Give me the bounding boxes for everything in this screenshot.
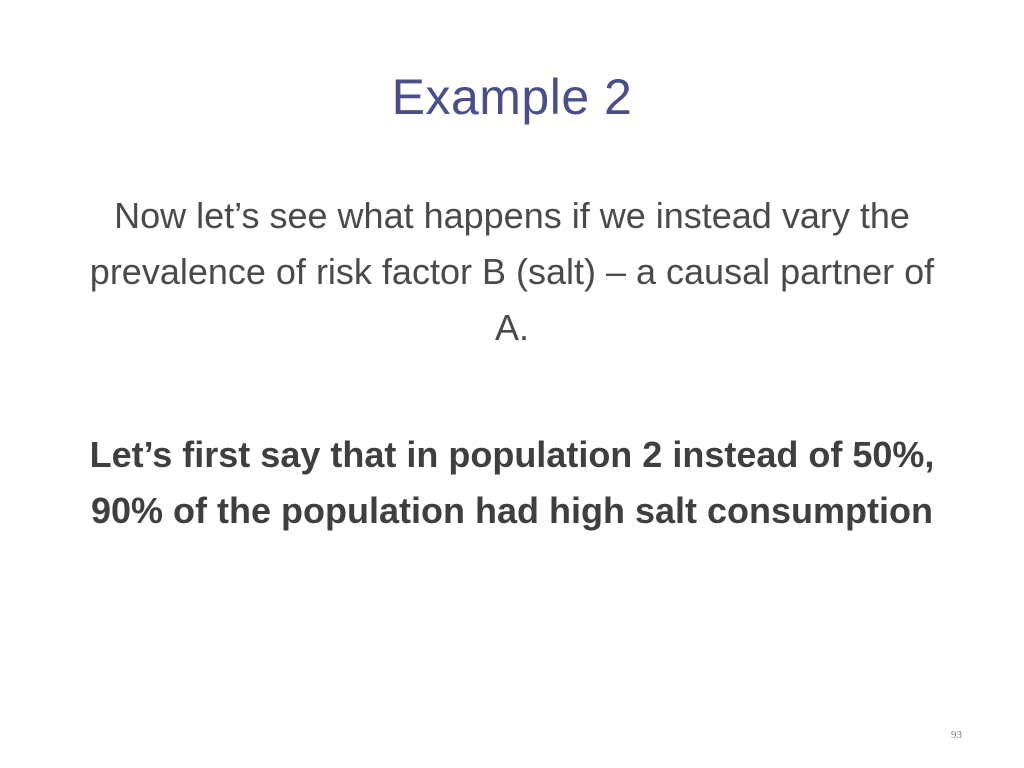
body-paragraph-1: Now let’s see what happens if we instead vary the prevalence of risk factor B (salt) – a causal partner of A. xyxy=(89,195,935,348)
page-number: 93 xyxy=(951,729,962,741)
body-paragraph-2-bold: Let’s first say that in population 2 instead of 50%, 90% of the population had high salt consumption xyxy=(89,434,935,531)
slide-title: Example 2 xyxy=(391,69,633,125)
